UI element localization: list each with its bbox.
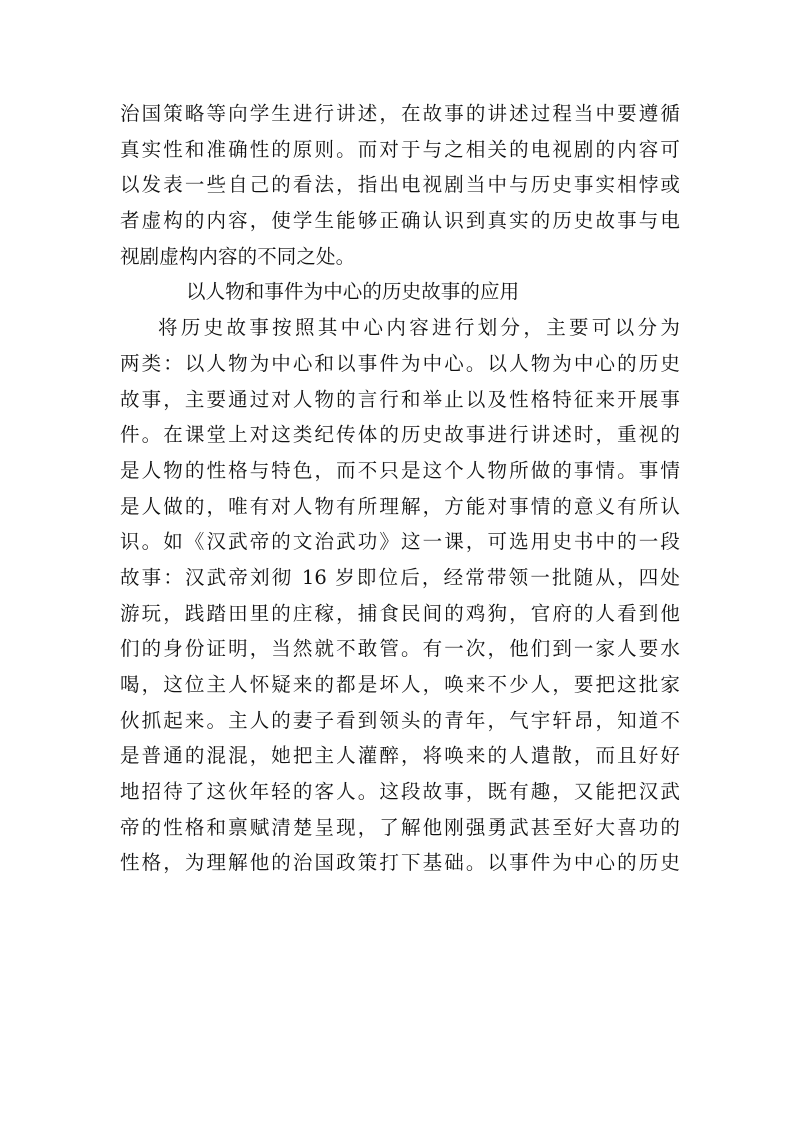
text-line: 治国策略等向学生进行讲述，在故事的讲述过程当中要遵循 [120,102,680,125]
text-line: 故事：汉武帝刘彻 16 岁即位后，经常带领一批随从，四处 [120,565,680,589]
text-line: 是普通的混混，她把主人灌醉，将唤来的人遣散，而且好好 [120,744,680,768]
text-line: 故事，主要通过对人物的言行和举止以及性格特征来开展事 [120,387,680,411]
text-line: 是人物的性格与特色，而不只是这个人物所做的事情。事情 [120,458,680,482]
text-line: 帝的性格和禀赋清楚呈现，了解他刚强勇武甚至好大喜功的 [120,815,680,839]
text-line: 地招待了这伙年轻的客人。这段故事，既有趣，又能把汉武 [120,780,680,804]
text-line: 伙抓起来。主人的妻子看到领头的青年，气宇轩昂，知道不 [120,708,680,732]
text-line: 两类：以人物为中心和以事件为中心。以人物为中心的历史 [120,351,680,375]
text-line: 游玩，践踏田里的庄稼，捕食民间的鸡狗，官府的人看到他 [120,601,680,625]
text-line: 识。如《汉武帝的文治武功》这一课，可选用史书中的一段 [120,530,680,554]
text-line: 喝，这位主人怀疑来的都是坏人，唤来不少人，要把这批家 [120,673,680,696]
text-line: 是人做的，唯有对人物有所理解，方能对事情的意义有所认 [120,494,680,518]
section-heading: 以人物和事件为中心的历史故事的应用 [186,280,520,304]
text-line: 件。在课堂上对这类纪传体的历史故事进行讲述时，重视的 [120,423,680,447]
text-line: 真实性和准确性的原则。而对于与之相关的电视剧的内容可 [120,137,680,161]
text-line: 性格，为理解他的治国政策打下基础。以事件为中心的历史 [120,851,680,875]
text-line: 视剧虚构内容的不同之处。 [120,244,356,268]
text-line: 者虚构的内容，使学生能够正确认识到真实的历史故事与电 [120,209,680,233]
paragraph-first-line: 将历史故事按照其中心内容进行划分，主要可以分为 [158,316,680,340]
text-line: 们的身份证明，当然就不敢管。有一次，他们到一家人要水 [120,637,680,661]
document-body [120,96,680,881]
text-line: 以发表一些自己的看法，指出电视剧当中与历史事实相悖或 [120,173,680,197]
